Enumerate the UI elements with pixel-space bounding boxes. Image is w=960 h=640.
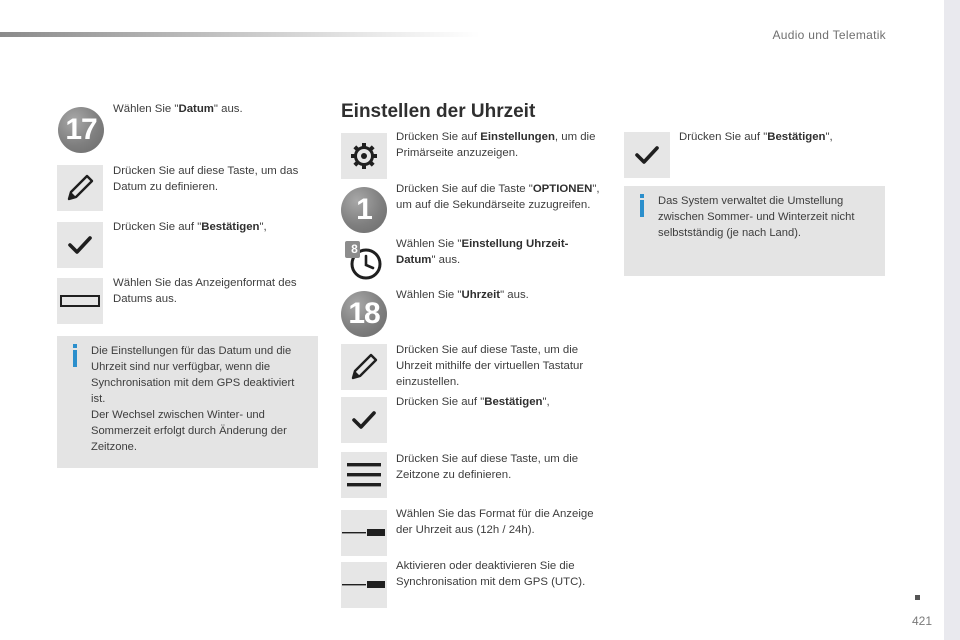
- time-info-text: Das System verwaltet die Umstellung zwischen Sommer- und Winterzeit nicht selbstständig (je nach Land).: [658, 195, 855, 239]
- clock-settings-tile[interactable]: [341, 238, 387, 284]
- info-icon: [73, 350, 77, 367]
- step-18-badge: 18: [341, 291, 387, 337]
- edit-date-tile[interactable]: [57, 165, 103, 211]
- slider-bar-icon: [60, 295, 100, 307]
- pencil-icon: [63, 171, 97, 205]
- pencil-icon: [347, 350, 381, 384]
- step-1-badge: 1: [341, 187, 387, 233]
- timezone-tile[interactable]: [341, 452, 387, 498]
- confirm-final-text: Drücken Sie auf "Bestätigen",: [679, 131, 833, 143]
- timezone-text: Drücken Sie auf diese Taste, um die Zeitzone zu definieren.: [396, 453, 579, 481]
- date-info-text: Die Einstellungen für das Datum und die Uhrzeit sind nur verfügbar, wenn die Synchronisation mit dem GPS deaktiviert ist. Der Wechsel zwischen Winter- und Sommerzeit erfolgt durch Änderung der Zeitzone.: [91, 345, 295, 453]
- toggle-bar-icon: [342, 579, 386, 591]
- section-title: Einstellen der Uhrzeit: [341, 101, 536, 122]
- settings-tile[interactable]: [341, 133, 387, 179]
- date-format-text: Wählen Sie das Anzeigenformat des Datums aus.: [113, 277, 297, 305]
- confirm-date-text: Drücken Sie auf "Bestätigen",: [113, 221, 267, 233]
- section-label: Audio und Telematik: [772, 28, 886, 42]
- header-gradient-bar: [0, 32, 480, 37]
- confirm-final-tile[interactable]: [624, 132, 670, 178]
- confirm-time-text: Drücken Sie auf "Bestätigen",: [396, 396, 550, 408]
- page-marker: [915, 595, 920, 600]
- step-17-badge: 17: [58, 107, 104, 153]
- confirm-date-tile[interactable]: [57, 222, 103, 268]
- step-17-text: Wählen Sie "Datum" aus.: [113, 103, 243, 115]
- checkmark-icon: [635, 145, 659, 165]
- gear-icon: [349, 141, 379, 171]
- time-format-tile[interactable]: [341, 510, 387, 556]
- settings-text: Drücken Sie auf Einstellungen, um die Primärseite anzuzeigen.: [396, 131, 596, 159]
- checkmark-icon: [68, 235, 92, 255]
- gps-sync-tile[interactable]: [341, 562, 387, 608]
- edit-time-text: Drücken Sie auf diese Taste, um die Uhrzeit mithilfe der virtuellen Tastatur einzustellen.: [396, 344, 584, 388]
- clock-icon: [341, 238, 387, 284]
- clock-settings-text: Wählen Sie "Einstellung Uhrzeit-Datum" aus.: [396, 238, 569, 266]
- time-select-text: Wählen Sie "Uhrzeit" aus.: [396, 289, 529, 301]
- checkmark-icon: [352, 410, 376, 430]
- time-info-box: [624, 186, 885, 276]
- info-icon: [640, 200, 644, 217]
- time-format-text: Wählen Sie das Format für die Anzeige der Uhrzeit aus (12h / 24h).: [396, 508, 594, 536]
- options-text: Drücken Sie auf die Taste "OPTIONEN", um auf die Sekundärseite zuzugreifen.: [396, 183, 600, 211]
- edit-date-text: Drücken Sie auf diese Taste, um das Datum zu definieren.: [113, 165, 299, 193]
- page-edge-strip: [944, 0, 960, 640]
- clock-badge-number: 8: [351, 242, 358, 256]
- date-format-tile[interactable]: [57, 278, 103, 324]
- confirm-time-tile[interactable]: [341, 397, 387, 443]
- date-info-box: [57, 336, 318, 468]
- menu-icon: [346, 460, 382, 490]
- gps-sync-text: Aktivieren oder deaktivieren Sie die Synchronisation mit dem GPS (UTC).: [396, 560, 586, 588]
- edit-time-tile[interactable]: [341, 344, 387, 390]
- toggle-bar-icon: [342, 527, 386, 539]
- page-number: 421: [912, 614, 933, 628]
